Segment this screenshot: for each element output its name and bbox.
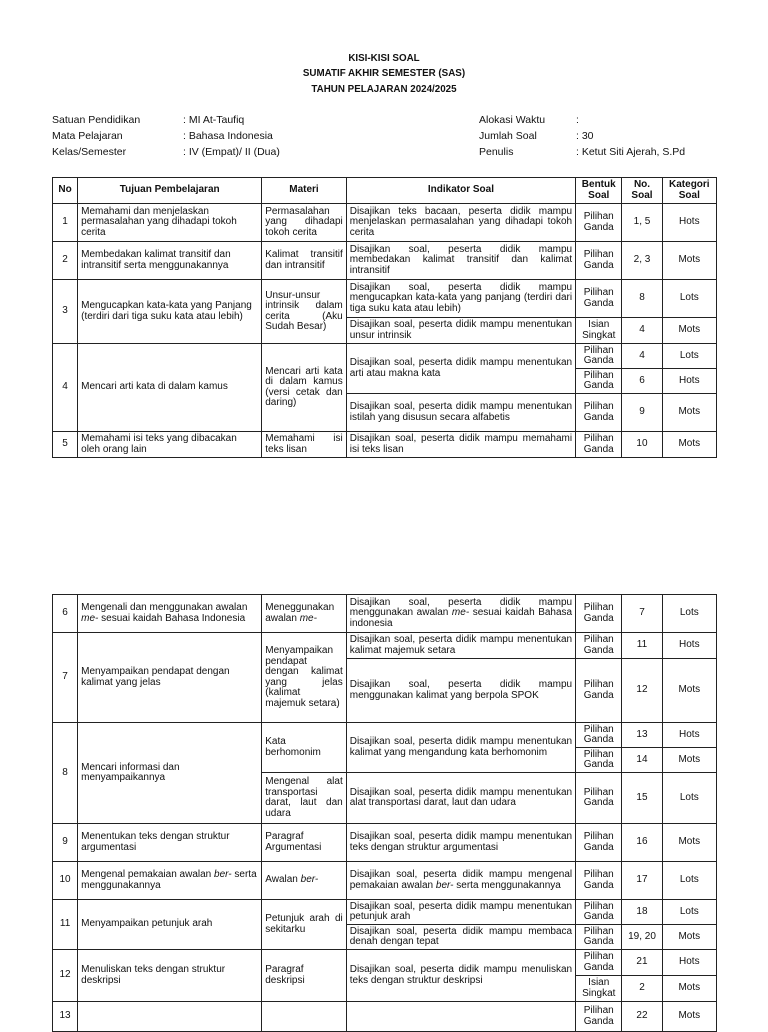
cell-indikator: Disajikan soal, peserta didik mampu menentukan unsur intrinsik <box>346 318 575 344</box>
cell-kategori: Hots <box>662 204 716 242</box>
text-span: Disajikan soal, peserta didik mampu mengenal pemakaian awalan <box>349 869 573 891</box>
cell-materi: Petunjuk arah di sekitarku <box>262 900 347 950</box>
table-row <box>53 242 717 280</box>
cell-nosoal: 21 <box>622 950 662 976</box>
info-value-alokasi: : <box>576 114 579 126</box>
cell-nosoal: 16 <box>622 824 662 862</box>
cell-indikator: Disajikan soal, peserta didik mampu menentukan teks dengan struktur argumentasi <box>346 824 575 862</box>
cell-tujuan <box>78 1002 262 1032</box>
table-row <box>53 595 717 633</box>
cell-bentuk: Pilihan Ganda <box>576 1002 622 1032</box>
cell-kategori: Mots <box>662 394 716 432</box>
text-italic: me- <box>81 612 99 624</box>
cell-nosoal: 14 <box>622 748 662 773</box>
cell-indikator: Disajikan soal, peserta didik mampu memahami isi teks lisan <box>346 432 575 458</box>
info-label-satuan: Satuan Pendidikan <box>52 114 141 126</box>
table-row <box>53 862 717 900</box>
cell-materi: Kalimat transitif dan intransitif <box>262 242 347 280</box>
cell-tujuan: Menyampaikan pendapat dengan kalimat yang jelas <box>78 633 262 723</box>
cell-tujuan: Mencari arti kata di dalam kamus <box>78 344 262 432</box>
cell-nosoal: 7 <box>622 595 662 633</box>
table-row <box>53 900 717 925</box>
info-value-mapel: : Bahasa Indonesia <box>183 130 273 142</box>
cell-tujuan: Memahami dan menjelaskan permasalahan yang dihadapi tokoh cerita <box>78 204 262 242</box>
kisi-table-2 <box>52 594 717 1032</box>
cell-bentuk: Pilihan Ganda <box>576 633 622 659</box>
info-label-mapel: Mata Pelajaran <box>52 130 123 142</box>
cell-nosoal: 2, 3 <box>622 242 662 280</box>
cell-bentuk: Pilihan Ganda <box>576 748 622 773</box>
cell-nosoal: 19, 20 <box>622 925 662 950</box>
text-italic: ber- <box>435 879 454 891</box>
cell-kategori: Lots <box>662 280 716 318</box>
cell-indikator: Disajikan soal, peserta didik mampu membedakan kalimat transitif dan kalimat intransitif <box>346 242 575 280</box>
cell-kategori: Lots <box>662 344 716 369</box>
info-label-penulis: Penulis <box>479 146 514 158</box>
cell-bentuk: Pilihan Ganda <box>576 723 622 748</box>
cell-kategori: Lots <box>662 862 716 900</box>
table-row <box>53 204 717 242</box>
cell-tujuan: Membedakan kalimat transitif dan intransitif serta menggunakannya <box>78 242 262 280</box>
col-header-nosoal: No. Soal <box>622 178 662 204</box>
cell-indikator: Disajikan soal, peserta didik mampu menentukan arti atau makna kata <box>346 344 575 394</box>
cell-nosoal: 4 <box>622 344 662 369</box>
cell-nosoal: 2 <box>622 976 662 1002</box>
cell-bentuk: Pilihan Ganda <box>576 432 622 458</box>
col-header-kategori: Kategori Soal <box>662 178 716 204</box>
cell-kategori: Mots <box>662 748 716 773</box>
cell-no: 11 <box>53 900 78 950</box>
text-italic: me- <box>451 607 470 619</box>
cell-materi: Kata berhomonim <box>262 723 347 773</box>
text-italic: ber- <box>214 869 232 880</box>
cell-tujuan: Memahami isi teks yang dibacakan oleh orang lain <box>78 432 262 458</box>
cell-materi <box>262 595 347 633</box>
cell-tujuan: Menuliskan teks dengan struktur deskripsi <box>78 950 262 1002</box>
cell-no: 1 <box>53 204 78 242</box>
text-span: Meneggunakan awalan <box>265 602 335 624</box>
cell-bentuk: Pilihan Ganda <box>576 369 622 394</box>
cell-nosoal: 22 <box>622 1002 662 1032</box>
table-row <box>53 723 717 748</box>
cell-materi: Paragraf Argumentasi <box>262 824 347 862</box>
col-header-bentuk: Bentuk Soal <box>576 178 622 204</box>
text-span: serta menggunakannya <box>81 869 257 891</box>
table-row <box>53 824 717 862</box>
cell-nosoal: 15 <box>622 773 662 824</box>
cell-kategori: Mots <box>662 925 716 950</box>
cell-bentuk: Pilihan Ganda <box>576 900 622 925</box>
cell-kategori: Lots <box>662 900 716 925</box>
info-label-kelas: Kelas/Semester <box>52 146 127 158</box>
cell-tujuan <box>78 595 262 633</box>
cell-bentuk: Pilihan Ganda <box>576 204 622 242</box>
cell-indikator: Disajikan soal, peserta didik mampu mengucapkan kata-kata yang panjang (terdiri dari tiga suku kata atau lebih) <box>346 280 575 318</box>
cell-kategori: Hots <box>662 369 716 394</box>
text-span: Mengenali dan menggunakan awalan <box>81 602 248 613</box>
cell-kategori: Lots <box>662 773 716 824</box>
cell-materi: Memahami isi teks lisan <box>262 432 347 458</box>
cell-materi <box>262 1002 347 1032</box>
cell-bentuk: Pilihan Ganda <box>576 773 622 824</box>
text-span: Awalan <box>265 874 301 886</box>
cell-indikator: Disajikan soal, peserta didik mampu menentukan istilah yang disusun secara alfabetis <box>346 394 575 432</box>
cell-bentuk: Pilihan Ganda <box>576 950 622 976</box>
cell-indikator: Disajikan soal, peserta didik mampu menentukan petunjuk arah <box>346 900 575 925</box>
cell-bentuk: Pilihan Ganda <box>576 280 622 318</box>
cell-tujuan <box>78 862 262 900</box>
cell-indikator: Disajikan soal, peserta didik mampu menentukan kalimat majemuk setara <box>346 633 575 659</box>
cell-bentuk: Pilihan Ganda <box>576 824 622 862</box>
cell-indikator <box>346 595 575 633</box>
cell-indikator: Disajikan soal, peserta didik mampu menggunakan kalimat yang berpola SPOK <box>346 659 575 723</box>
cell-materi: Mengenal alat transportasi darat, laut dan udara <box>262 773 347 824</box>
info-value-kelas: : IV (Empat)/ II (Dua) <box>183 146 280 158</box>
cell-bentuk: Pilihan Ganda <box>576 394 622 432</box>
cell-indikator: Disajikan soal, peserta didik mampu membaca denah dengan tepat <box>346 925 575 950</box>
cell-bentuk: Pilihan Ganda <box>576 659 622 723</box>
table-row <box>53 280 717 318</box>
table-row <box>53 633 717 659</box>
cell-no: 7 <box>53 633 78 723</box>
cell-bentuk: Pilihan Ganda <box>576 344 622 369</box>
cell-bentuk: Pilihan Ganda <box>576 925 622 950</box>
cell-no: 13 <box>53 1002 78 1032</box>
text-span: Disajikan soal, peserta didik mampu menggunakan awalan <box>349 596 573 619</box>
info-label-alokasi: Alokasi Waktu <box>479 114 546 126</box>
text-span: Mengenal pemakaian awalan <box>81 869 215 880</box>
cell-materi: Permasalahan yang dihadapi tokoh cerita <box>262 204 347 242</box>
cell-kategori: Mots <box>662 242 716 280</box>
cell-kategori: Mots <box>662 1002 716 1032</box>
cell-materi: Unsur-unsur intrinsik dalam cerita (Aku Sudah Besar) <box>262 280 347 344</box>
cell-nosoal: 6 <box>622 369 662 394</box>
cell-tujuan: Mengucapkan kata-kata yang Panjang (terdiri dari tiga suku kata atau lebih) <box>78 280 262 344</box>
cell-materi: Menyampaikan pendapat dengan kalimat yang jelas (kalimat majemuk setara) <box>262 633 347 723</box>
cell-indikator <box>346 862 575 900</box>
cell-nosoal: 11 <box>622 633 662 659</box>
doc-title-2: SUMATIF AKHIR SEMESTER (SAS) <box>302 68 466 79</box>
kisi-table-1 <box>52 177 717 458</box>
cell-indikator: Disajikan soal, peserta didik mampu menentukan kalimat yang mengandung kata berhomonim <box>346 723 575 773</box>
cell-indikator: Disajikan soal, peserta didik mampu menuliskan teks dengan struktur deskripsi <box>346 950 575 1002</box>
info-value-penulis: : Ketut Siti Ajerah, S.Pd <box>576 146 686 158</box>
cell-kategori: Mots <box>662 318 716 344</box>
info-value-satuan: : MI At-Taufiq <box>183 114 245 126</box>
table-row <box>53 950 717 976</box>
cell-nosoal: 4 <box>622 318 662 344</box>
cell-nosoal: 17 <box>622 862 662 900</box>
cell-kategori: Hots <box>662 950 716 976</box>
cell-kategori: Mots <box>662 976 716 1002</box>
info-value-jumlah: : 30 <box>576 130 594 142</box>
cell-no: 3 <box>53 280 78 344</box>
cell-nosoal: 12 <box>622 659 662 723</box>
table-row <box>53 1002 717 1032</box>
cell-tujuan: Mencari informasi dan menyampaikannya <box>78 723 262 824</box>
cell-materi <box>262 862 347 900</box>
text-span: sesuai kaidah Bahasa indonesia <box>349 607 573 629</box>
table-row <box>53 344 717 369</box>
cell-tujuan: Menentukan teks dengan struktur argumentasi <box>78 824 262 862</box>
cell-nosoal: 1, 5 <box>622 204 662 242</box>
cell-no: 4 <box>53 344 78 432</box>
cell-tujuan: Menyampaikan petunjuk arah <box>78 900 262 950</box>
cell-bentuk: Pilihan Ganda <box>576 242 622 280</box>
table-row <box>53 432 717 458</box>
cell-bentuk: Pilihan Ganda <box>576 862 622 900</box>
doc-title-3: TAHUN PELAJARAN 2024/2025 <box>311 84 457 95</box>
cell-kategori: Mots <box>662 432 716 458</box>
text-span: sesuai kaidah Bahasa Indonesia <box>98 612 246 624</box>
text-italic: me- <box>299 612 317 624</box>
cell-kategori: Hots <box>662 633 716 659</box>
cell-no: 12 <box>53 950 78 1002</box>
cell-no: 2 <box>53 242 78 280</box>
cell-nosoal: 10 <box>622 432 662 458</box>
cell-bentuk: Isian Singkat <box>576 318 622 344</box>
cell-materi: Paragraf deskripsi <box>262 950 347 1002</box>
text-italic: ber- <box>300 874 319 886</box>
col-header-materi: Materi <box>262 178 347 204</box>
cell-nosoal: 8 <box>622 280 662 318</box>
cell-no: 5 <box>53 432 78 458</box>
info-label-jumlah: Jumlah Soal <box>479 130 537 142</box>
cell-kategori: Hots <box>662 723 716 748</box>
cell-indikator: Disajikan soal, peserta didik mampu menentukan alat transportasi darat, laut dan udara <box>346 773 575 824</box>
cell-no: 10 <box>53 862 78 900</box>
cell-materi: Mencari arti kata di dalam kamus (versi cetak dan daring) <box>262 344 347 432</box>
cell-no: 6 <box>53 595 78 633</box>
cell-no: 8 <box>53 723 78 824</box>
cell-nosoal: 13 <box>622 723 662 748</box>
cell-bentuk: Isian Singkat <box>576 976 622 1002</box>
cell-indikator: Disajikan teks bacaan, peserta didik mampu menjelaskan permasalahan yang dihadapi tokoh cerita <box>346 204 575 242</box>
cell-no: 9 <box>53 824 78 862</box>
doc-title-1: KISI-KISI SOAL <box>348 53 420 64</box>
cell-kategori: Mots <box>662 824 716 862</box>
cell-kategori: Mots <box>662 659 716 723</box>
cell-nosoal: 9 <box>622 394 662 432</box>
col-header-indikator: Indikator Soal <box>346 178 575 204</box>
cell-nosoal: 18 <box>622 900 662 925</box>
col-header-no: No <box>53 178 78 204</box>
cell-kategori: Lots <box>662 595 716 633</box>
cell-bentuk: Pilihan Ganda <box>576 595 622 633</box>
table-header-row <box>53 178 717 204</box>
cell-indikator <box>346 1002 575 1032</box>
text-span: serta menggunakannya <box>453 879 561 891</box>
col-header-tujuan: Tujuan Pembelajaran <box>78 178 262 204</box>
